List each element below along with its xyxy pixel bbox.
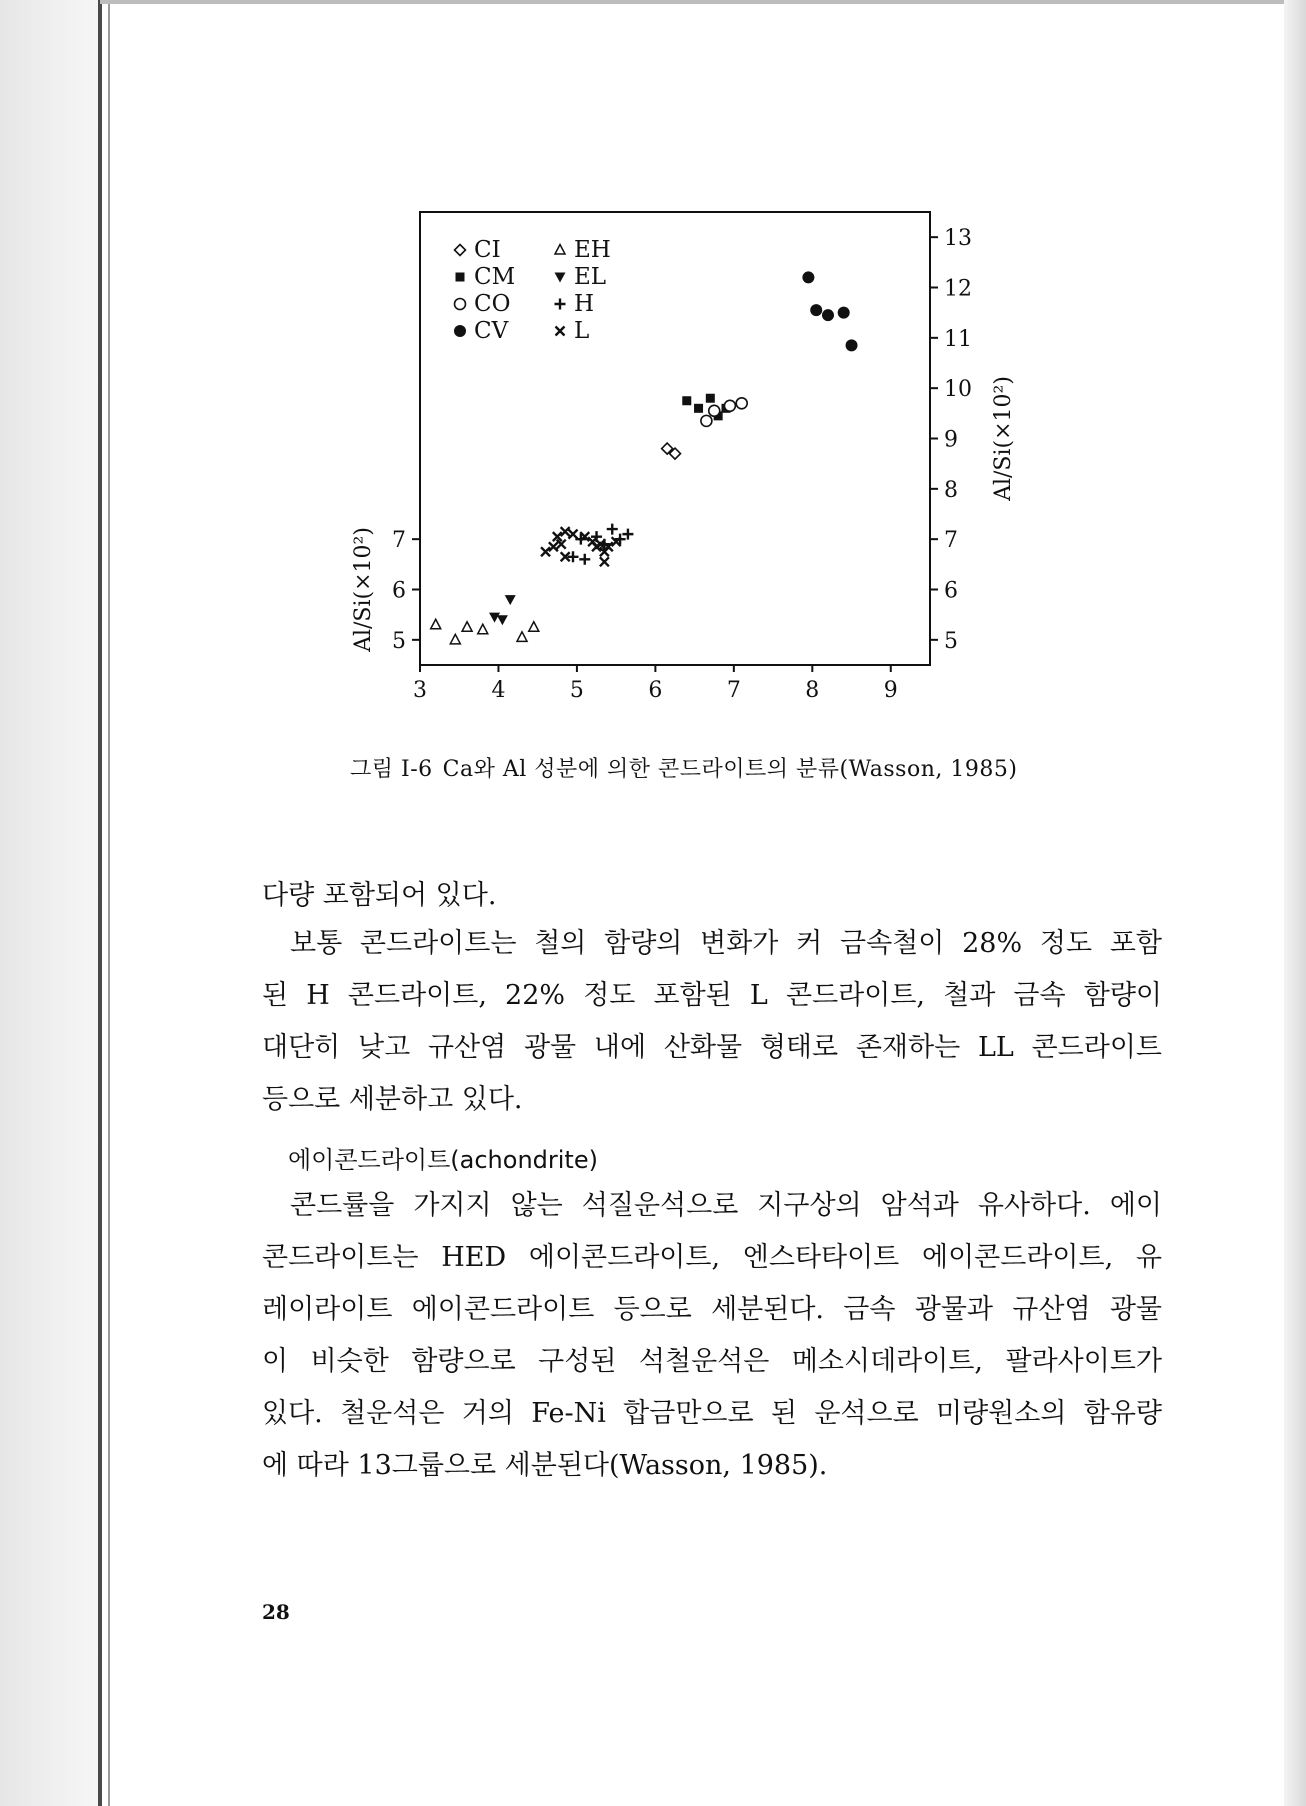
y-tick-label-right: 9 xyxy=(944,427,958,453)
text-line: 등으로 세분하고 있다. xyxy=(262,1084,523,1115)
data-point-cm xyxy=(682,396,691,405)
data-point-el xyxy=(505,595,516,605)
text-line: 대단히 낮고 규산염 광물 내에 산화물 형태로 존재하는 LL 콘드라이트 xyxy=(262,1032,1162,1063)
data-point-el xyxy=(497,615,508,625)
page-right-shadow xyxy=(1284,0,1306,1806)
legend-label-cm: CM xyxy=(474,264,516,290)
y-axis-label-right: Al/Si(×10²) xyxy=(991,376,1016,501)
data-point-cv xyxy=(822,309,834,321)
y-axis-label-left: Al/Si(×10²) xyxy=(351,527,376,652)
data-point-l xyxy=(541,547,550,556)
legend-marker-l xyxy=(556,327,565,336)
page-edge-inner xyxy=(108,0,110,1806)
legend-marker-h xyxy=(555,299,566,310)
figure-caption-text: Ca와 Al 성분에 의한 콘드라이트의 분류(Wasson, 1985) xyxy=(442,757,1018,782)
x-tick-label: 7 xyxy=(726,678,741,703)
data-point-cv xyxy=(802,271,814,283)
y-tick-label-right: 10 xyxy=(944,377,972,403)
text-line: 보통 콘드라이트는 철의 함량의 변화가 커 금속철이 28% 정도 포함 xyxy=(290,928,1162,959)
data-point-eh xyxy=(462,622,472,632)
data-point-eh xyxy=(517,632,527,642)
text-line: 콘드률을 가지지 않는 석질운석으로 지구상의 암석과 유사하다. 에이 xyxy=(290,1190,1162,1221)
data-point-co xyxy=(701,415,712,426)
page-gutter-shadow xyxy=(0,0,100,1806)
y-tick-label-right: 8 xyxy=(944,477,958,503)
data-point-eh xyxy=(478,624,488,634)
data-point-l xyxy=(569,530,578,539)
text-line: 있다. 철운석은 거의 Fe-Ni 합금만으로 된 운석으로 미량원소의 함유량 xyxy=(262,1398,1162,1429)
data-point-h xyxy=(579,554,590,565)
data-point-cv xyxy=(810,304,822,316)
text-line: 에 따라 13그룹으로 세분된다(Wasson, 1985). xyxy=(262,1450,828,1481)
body-paragraph-0 xyxy=(262,870,1162,922)
data-point-co xyxy=(724,400,735,411)
y-tick-label-left: 6 xyxy=(392,578,406,604)
x-tick-label: 3 xyxy=(413,678,427,703)
data-point-eh xyxy=(450,634,460,644)
page-number: 28 xyxy=(262,1600,290,1624)
legend-label-el: EL xyxy=(574,264,607,290)
text-line: 된 H 콘드라이트, 22% 정도 포함된 L 콘드라이트, 철과 금속 함량이 xyxy=(262,980,1162,1011)
subheading-achondrite: 에이콘드라이트(achondrite) xyxy=(288,1146,598,1174)
legend-label-h: H xyxy=(574,291,595,317)
data-point-cv xyxy=(846,339,858,351)
y-tick-label-right: 5 xyxy=(944,628,958,654)
legend-label-cv: CV xyxy=(474,318,509,344)
data-point-cm xyxy=(706,394,715,403)
data-point-h xyxy=(607,524,618,535)
figure-caption xyxy=(350,752,1027,783)
data-point-l xyxy=(600,557,609,566)
x-tick-label: 8 xyxy=(805,678,820,703)
body-paragraph-1 xyxy=(262,918,1162,1126)
legend-marker-cm xyxy=(456,273,465,282)
legend-label-ci: CI xyxy=(474,237,501,263)
y-tick-label-left: 5 xyxy=(392,628,406,654)
data-point-co xyxy=(709,405,720,416)
scatter-chart xyxy=(330,200,1016,720)
page-top-edge xyxy=(100,0,1290,4)
legend-marker-ci xyxy=(455,245,466,256)
data-point-eh xyxy=(431,619,441,629)
x-tick-label: 6 xyxy=(648,678,663,703)
text-line: 다량 포함되어 있다. xyxy=(262,880,497,911)
y-tick-label-right: 12 xyxy=(944,276,972,302)
legend-label-eh: EH xyxy=(574,237,611,263)
x-tick-label: 5 xyxy=(569,678,584,703)
data-point-eh xyxy=(529,622,539,632)
data-point-cv xyxy=(838,307,850,319)
text-line: 콘드라이트는 HED 에이콘드라이트, 엔스타타이트 에이콘드라이트, 유 xyxy=(262,1242,1162,1273)
y-tick-label-right: 6 xyxy=(944,578,958,604)
data-point-l xyxy=(549,542,558,551)
data-point-l xyxy=(592,542,601,551)
y-tick-label-right: 13 xyxy=(944,226,972,252)
legend-label-l: L xyxy=(574,318,590,344)
data-point-l xyxy=(561,527,570,536)
y-tick-label-right: 11 xyxy=(944,326,972,352)
text-line: 이 비슷한 함량으로 구성된 석철운석은 메소시데라이트, 팔라사이트가 xyxy=(262,1346,1162,1377)
legend-marker-el xyxy=(555,273,566,283)
legend-marker-cv xyxy=(454,325,466,337)
legend-marker-co xyxy=(455,299,466,310)
y-tick-label-left: 7 xyxy=(392,528,406,554)
x-tick-label: 9 xyxy=(883,678,898,703)
data-point-cm xyxy=(694,404,703,413)
figure-label: 그림 Ⅰ-6 xyxy=(350,757,433,782)
y-tick-label-right: 7 xyxy=(944,528,958,554)
legend-marker-eh xyxy=(555,245,565,255)
legend-label-co: CO xyxy=(474,291,511,317)
body-paragraph-2 xyxy=(262,1180,1162,1492)
page-edge xyxy=(98,0,102,1806)
text-line: 레이라이트 에이콘드라이트 등으로 세분된다. 금속 광물과 규산염 광물 xyxy=(262,1294,1162,1325)
x-tick-label: 4 xyxy=(491,678,506,703)
data-point-co xyxy=(736,398,747,409)
